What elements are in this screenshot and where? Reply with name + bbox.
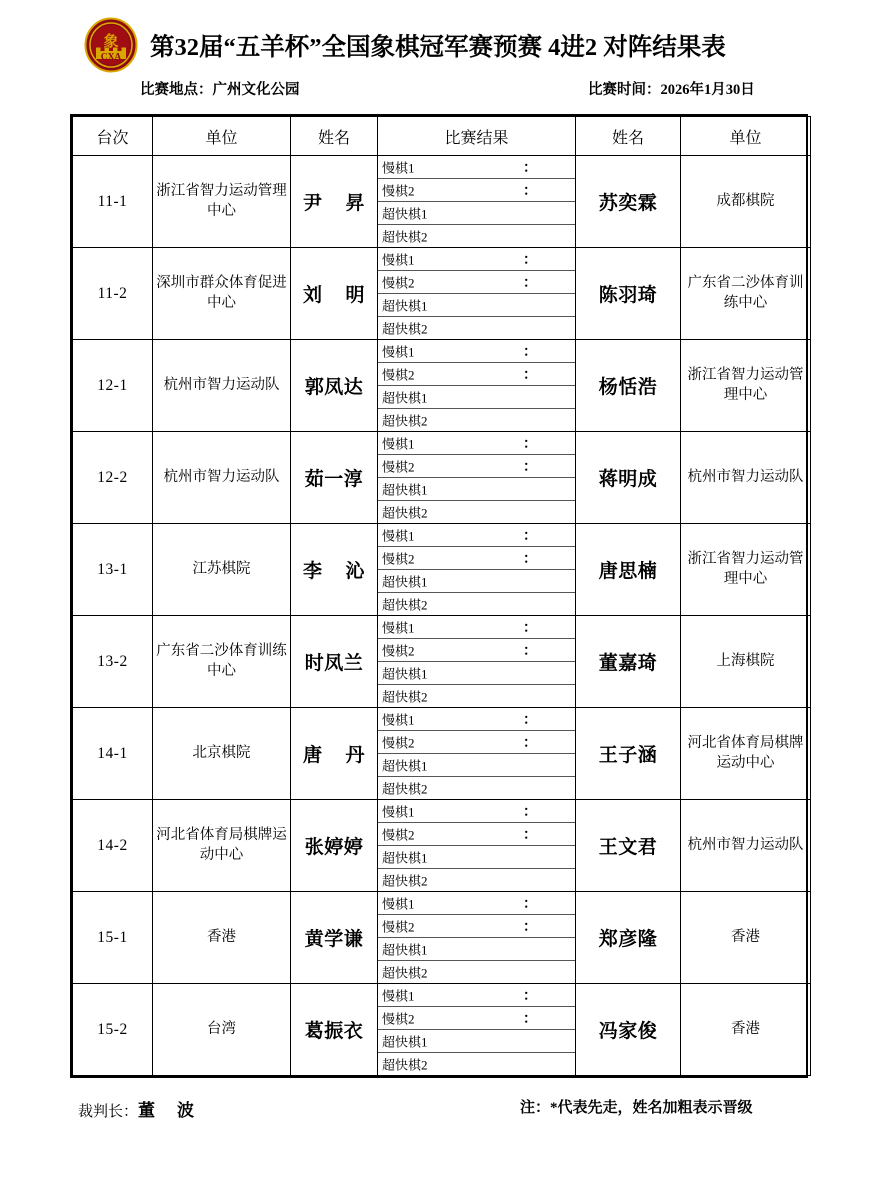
result-line-label: 超快棋1 <box>382 390 428 406</box>
unit-right-cell: 浙江省智力运动管理中心 <box>681 340 811 432</box>
venue-label: 比赛地点： <box>140 82 213 98</box>
result-line[interactable] <box>378 984 575 1007</box>
table-row <box>73 156 811 248</box>
unit-left-cell: 广东省二沙体育训练中心 <box>153 616 291 708</box>
player-left-name: 茹一淳 <box>291 432 378 524</box>
result-line[interactable] <box>378 616 575 639</box>
result-line[interactable] <box>378 156 575 179</box>
result-line-label: 超快棋2 <box>382 689 428 705</box>
result-line-label: 超快棋1 <box>382 574 428 590</box>
cxa-emblem-icon <box>84 17 138 73</box>
table-row <box>73 340 811 432</box>
result-line[interactable] <box>378 754 575 777</box>
result-line-label: 慢棋2 <box>382 919 415 935</box>
result-score-colon: ： <box>523 989 537 1004</box>
player-left-name-text: 李沁 <box>303 561 365 582</box>
referee-label: 裁判长： <box>78 1104 139 1120</box>
result-line[interactable] <box>378 892 575 915</box>
column-header-unit-left: 单位 <box>153 117 291 156</box>
result-line-label: 慢棋2 <box>382 827 415 843</box>
column-header-name-left: 姓名 <box>291 117 378 156</box>
unit-left-cell: 江苏棋院 <box>153 524 291 616</box>
result-line-label: 超快棋2 <box>382 597 428 613</box>
match-result-cell[interactable] <box>378 248 576 340</box>
result-line-label: 慢棋2 <box>382 1011 415 1027</box>
referee-info <box>78 1096 194 1121</box>
board-number: 13-2 <box>73 616 153 708</box>
result-line[interactable] <box>378 478 575 501</box>
result-score-colon: ： <box>523 460 537 475</box>
result-line-label: 超快棋1 <box>382 666 428 682</box>
column-header-result: 比赛结果 <box>378 117 576 156</box>
result-line-label: 超快棋1 <box>382 850 428 866</box>
unit-right-cell: 杭州市智力运动队 <box>681 432 811 524</box>
player-left-name-text: 刘明 <box>303 285 365 306</box>
result-line[interactable] <box>378 1007 575 1030</box>
result-line[interactable] <box>378 432 575 455</box>
match-result-cell[interactable] <box>378 708 576 800</box>
player-left-name <box>291 708 378 800</box>
unit-right-cell: 杭州市智力运动队 <box>681 800 811 892</box>
table-row <box>73 616 811 708</box>
player-right-name: 蒋明成 <box>576 432 681 524</box>
player-right-name: 杨恬浩 <box>576 340 681 432</box>
result-score-colon: ： <box>523 736 537 751</box>
unit-left-cell: 浙江省智力运动管理中心 <box>153 156 291 248</box>
result-line-label: 慢棋1 <box>382 436 415 452</box>
result-line[interactable] <box>378 708 575 731</box>
unit-right-cell: 香港 <box>681 984 811 1076</box>
result-line[interactable] <box>378 340 575 363</box>
table-row <box>73 708 811 800</box>
result-line-label: 慢棋1 <box>382 988 415 1004</box>
board-number: 13-1 <box>73 524 153 616</box>
page-title: 第32届“五羊杯”全国象棋冠军赛预赛 4进2 对阵结果表 <box>150 33 726 61</box>
result-line-label: 慢棋2 <box>382 275 415 291</box>
result-line[interactable] <box>378 938 575 961</box>
result-line[interactable] <box>378 777 575 799</box>
result-line-label: 超快棋2 <box>382 873 428 889</box>
document-header <box>0 0 878 64</box>
result-line-label: 超快棋2 <box>382 229 428 245</box>
result-score-colon: ： <box>523 552 537 567</box>
match-result-cell[interactable] <box>378 800 576 892</box>
result-score-colon: ： <box>523 253 537 268</box>
result-score-colon: ： <box>523 345 537 360</box>
unit-left-cell: 深圳市群众体育促进中心 <box>153 248 291 340</box>
unit-left-cell: 北京棋院 <box>153 708 291 800</box>
result-line-label: 慢棋2 <box>382 367 415 383</box>
result-score-colon: ： <box>523 161 537 176</box>
result-line[interactable] <box>378 547 575 570</box>
unit-left-cell: 杭州市智力运动队 <box>153 340 291 432</box>
result-line-label: 慢棋1 <box>382 528 415 544</box>
result-line-label: 慢棋2 <box>382 551 415 567</box>
result-line[interactable] <box>378 501 575 523</box>
unit-right-cell: 香港 <box>681 892 811 984</box>
table-row <box>73 248 811 340</box>
board-number: 14-1 <box>73 708 153 800</box>
result-line-label: 超快棋2 <box>382 965 428 981</box>
result-score-colon: ： <box>523 805 537 820</box>
player-right-name: 冯家俊 <box>576 984 681 1076</box>
svg-text:象: 象 <box>103 34 119 50</box>
result-score-colon: ： <box>523 437 537 452</box>
board-number: 15-2 <box>73 984 153 1076</box>
result-line[interactable] <box>378 961 575 983</box>
player-right-name: 陈羽琦 <box>576 248 681 340</box>
result-line[interactable] <box>378 294 575 317</box>
footer-note: 注：*代表先走，姓名加粗表示晋级 <box>520 1100 753 1116</box>
meta-row <box>0 74 878 108</box>
board-number: 14-2 <box>73 800 153 892</box>
result-line-label: 超快棋2 <box>382 1057 428 1073</box>
result-line-label: 慢棋1 <box>382 712 415 728</box>
unit-left-cell: 杭州市智力运动队 <box>153 432 291 524</box>
document-footer <box>0 1092 878 1132</box>
column-header-board-no: 台次 <box>73 117 153 156</box>
result-line-label: 超快棋1 <box>382 758 428 774</box>
results-table-container <box>70 114 808 1078</box>
result-line[interactable] <box>378 409 575 431</box>
table-header-row <box>73 117 811 156</box>
result-line-label: 超快棋2 <box>382 505 428 521</box>
result-line-label: 超快棋2 <box>382 781 428 797</box>
result-score-colon: ： <box>523 644 537 659</box>
board-number: 15-1 <box>73 892 153 984</box>
result-line[interactable] <box>378 639 575 662</box>
result-score-colon: ： <box>523 621 537 636</box>
venue-info <box>140 78 300 99</box>
player-left-name: 时凤兰 <box>291 616 378 708</box>
results-table <box>72 116 811 1076</box>
referee-value: 董波 <box>138 1101 195 1120</box>
date-info <box>588 78 755 99</box>
unit-right-cell: 广东省二沙体育训练中心 <box>681 248 811 340</box>
player-right-name: 苏奕霖 <box>576 156 681 248</box>
table-row <box>73 892 811 984</box>
result-line[interactable] <box>378 800 575 823</box>
player-left-name <box>291 156 378 248</box>
match-result-cell[interactable] <box>378 340 576 432</box>
table-body <box>73 156 811 1076</box>
result-line[interactable] <box>378 915 575 938</box>
result-line[interactable] <box>378 225 575 247</box>
result-score-colon: ： <box>523 828 537 843</box>
player-left-name-text: 尹昇 <box>303 193 365 214</box>
result-line[interactable] <box>378 248 575 271</box>
result-line-label: 慢棋1 <box>382 620 415 636</box>
unit-left-cell: 香港 <box>153 892 291 984</box>
result-line-label: 慢棋2 <box>382 643 415 659</box>
player-left-name <box>291 248 378 340</box>
unit-left-cell: 河北省体育局棋牌运动中心 <box>153 800 291 892</box>
column-header-unit-right: 单位 <box>681 117 811 156</box>
result-line[interactable] <box>378 524 575 547</box>
result-score-colon: ： <box>523 713 537 728</box>
player-right-name: 王子涵 <box>576 708 681 800</box>
result-line-label: 慢棋2 <box>382 183 415 199</box>
board-number: 11-1 <box>73 156 153 248</box>
table-header <box>73 117 811 156</box>
result-line-label: 超快棋2 <box>382 321 428 337</box>
result-line-label: 超快棋1 <box>382 298 428 314</box>
player-right-name: 唐思楠 <box>576 524 681 616</box>
player-left-name: 张婷婷 <box>291 800 378 892</box>
result-line-label: 慢棋1 <box>382 160 415 176</box>
board-number: 12-2 <box>73 432 153 524</box>
table-row <box>73 432 811 524</box>
result-line[interactable] <box>378 662 575 685</box>
result-line[interactable] <box>378 570 575 593</box>
player-right-name: 董嘉琦 <box>576 616 681 708</box>
table-row <box>73 800 811 892</box>
result-line[interactable] <box>378 202 575 225</box>
match-result-cell[interactable] <box>378 892 576 984</box>
unit-right-cell: 浙江省智力运动管理中心 <box>681 524 811 616</box>
player-right-name: 王文君 <box>576 800 681 892</box>
result-line[interactable] <box>378 685 575 707</box>
result-score-colon: ： <box>523 184 537 199</box>
match-result-cell[interactable] <box>378 984 576 1076</box>
result-line-label: 超快棋1 <box>382 1034 428 1050</box>
table-row <box>73 984 811 1076</box>
result-line-label: 慢棋2 <box>382 459 415 475</box>
unit-right-cell: 上海棋院 <box>681 616 811 708</box>
result-line[interactable] <box>378 869 575 891</box>
result-line-label: 超快棋1 <box>382 206 428 222</box>
cxa-emblem-logo <box>84 17 138 73</box>
player-left-name: 葛振衣 <box>291 984 378 1076</box>
match-result-cell[interactable] <box>378 432 576 524</box>
result-line[interactable] <box>378 386 575 409</box>
player-left-name <box>291 524 378 616</box>
result-line[interactable] <box>378 846 575 869</box>
player-left-name-text: 唐丹 <box>303 745 365 766</box>
table-row <box>73 524 811 616</box>
unit-left-cell: 台湾 <box>153 984 291 1076</box>
result-line[interactable] <box>378 731 575 754</box>
player-left-name: 郭凤达 <box>291 340 378 432</box>
column-header-name-right: 姓名 <box>576 117 681 156</box>
result-score-colon: ： <box>523 920 537 935</box>
match-result-cell[interactable] <box>378 156 576 248</box>
result-line-label: 慢棋1 <box>382 252 415 268</box>
player-right-name: 郑彦隆 <box>576 892 681 984</box>
unit-right-cell: 河北省体育局棋牌运动中心 <box>681 708 811 800</box>
result-line[interactable] <box>378 317 575 339</box>
result-line[interactable] <box>378 593 575 615</box>
result-line-label: 慢棋1 <box>382 896 415 912</box>
result-line[interactable] <box>378 823 575 846</box>
result-score-colon: ： <box>523 1012 537 1027</box>
result-line-label: 慢棋1 <box>382 804 415 820</box>
board-number: 11-2 <box>73 248 153 340</box>
result-line[interactable] <box>378 271 575 294</box>
result-score-colon: ： <box>523 529 537 544</box>
result-line[interactable] <box>378 179 575 202</box>
venue-value: 广州文化公园 <box>212 82 300 98</box>
result-line-label: 超快棋1 <box>382 482 428 498</box>
match-result-cell[interactable] <box>378 524 576 616</box>
date-value: 2026年1月30日 <box>660 82 755 98</box>
result-line-label: 超快棋1 <box>382 942 428 958</box>
result-line[interactable] <box>378 363 575 386</box>
result-score-colon: ： <box>523 897 537 912</box>
result-line[interactable] <box>378 1053 575 1075</box>
result-score-colon: ： <box>523 368 537 383</box>
result-line[interactable] <box>378 1030 575 1053</box>
result-line-label: 慢棋1 <box>382 344 415 360</box>
player-left-name: 黄学谦 <box>291 892 378 984</box>
match-result-cell[interactable] <box>378 616 576 708</box>
unit-right-cell: 成都棋院 <box>681 156 811 248</box>
board-number: 12-1 <box>73 340 153 432</box>
result-line-label: 超快棋2 <box>382 413 428 429</box>
result-score-colon: ： <box>523 276 537 291</box>
result-line[interactable] <box>378 455 575 478</box>
date-label: 比赛时间： <box>588 82 661 98</box>
result-line-label: 慢棋2 <box>382 735 415 751</box>
svg-text:CXA: CXA <box>100 52 122 63</box>
